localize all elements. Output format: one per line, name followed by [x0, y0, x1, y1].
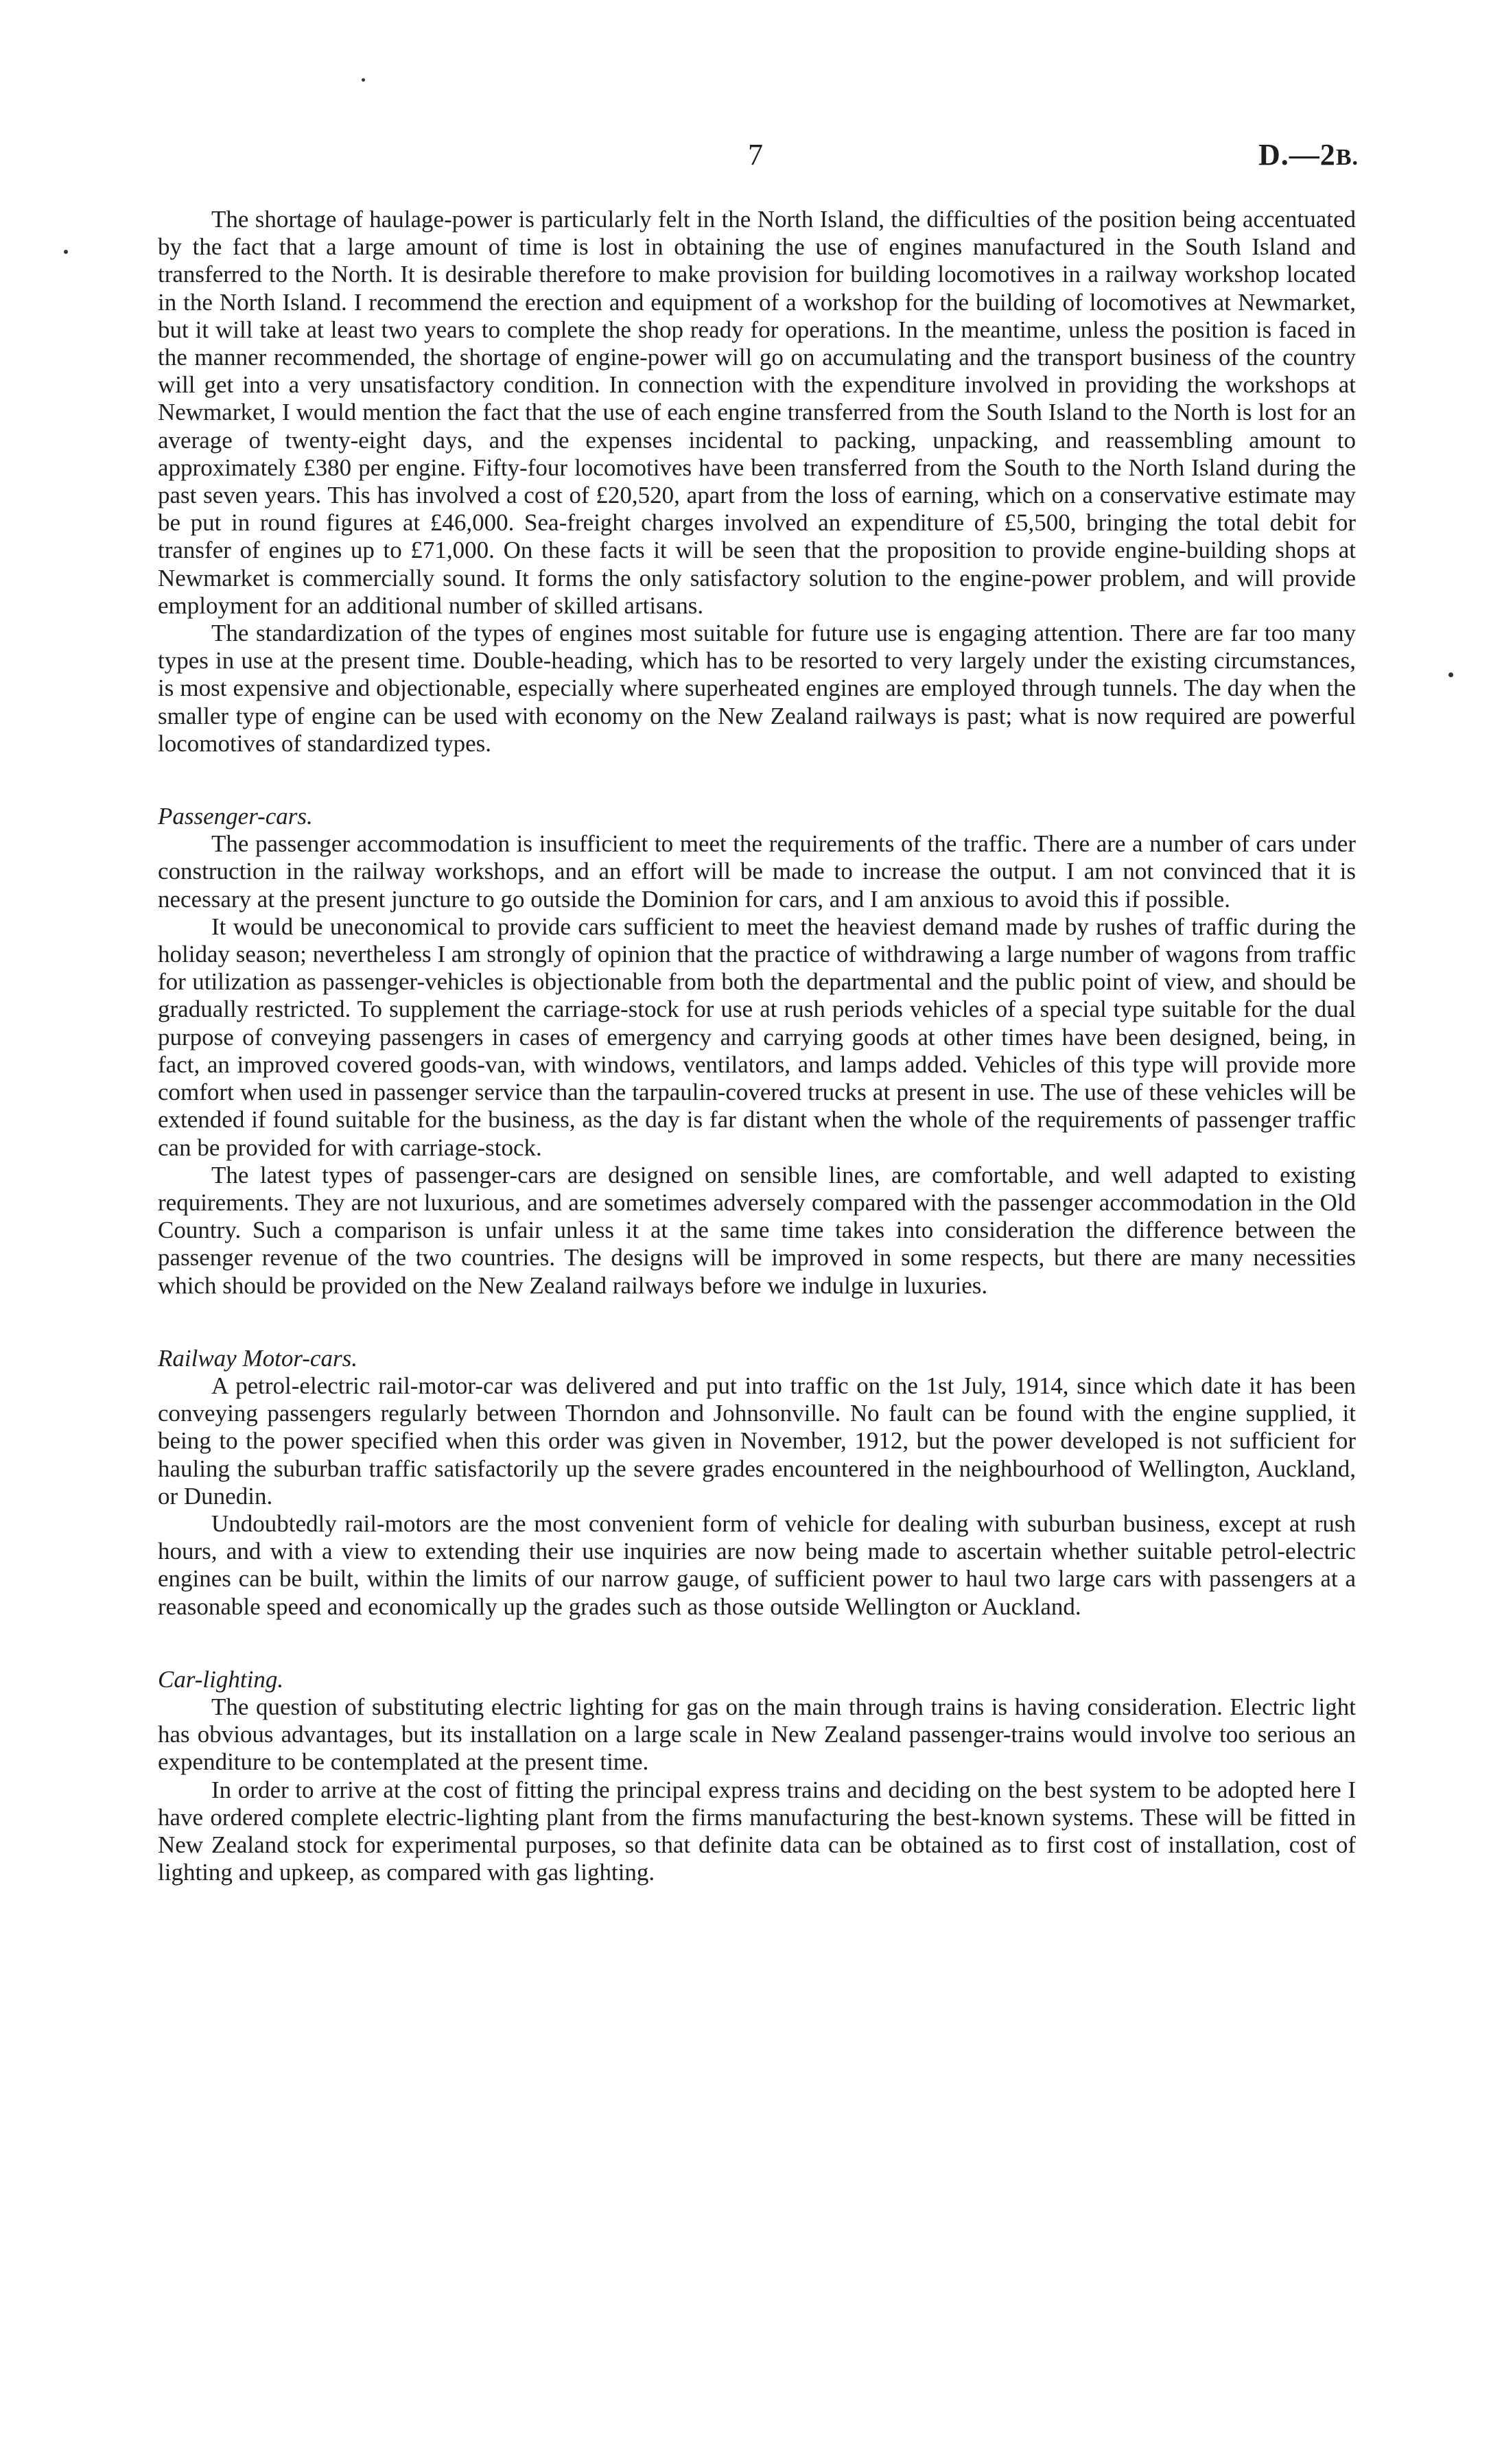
paragraph: The passenger accommodation is insufficient to meet the requirements of the traffic. There are a number of cars under construction in the railway workshops, and an effort will be made to increase the output. I am not convinced that it is necessary at the present juncture to go outside the Dominion for cars, and I am anxious to avoid this if possible.: [158, 830, 1356, 913]
print-speck: [64, 250, 68, 254]
paragraph: The standardization of the types of engines most suitable for future use is engaging attention. There are far too many types in use at the present time. Double-heading, which has to be resorted to very largely under the existing circumstances, is most expensive and objectionable, especially where superheated engines are employed through tunnels. The day when the smaller type of engine can be used with economy on the New Zealand railways is past; what is now required are powerful locomotives of standardized types.: [158, 620, 1356, 757]
section-passenger-cars: [158, 803, 1356, 1300]
section-haulage-power: [158, 206, 1356, 758]
section-railway-motor-cars: [158, 1345, 1356, 1621]
print-speck: [1448, 672, 1453, 677]
document-reference: [1258, 137, 1359, 172]
paragraph: It would be uneconomical to provide cars sufficient to meet the heaviest demand made by rushes of traffic during the holiday season; nevertheless I am strongly of opinion that the practice of withdrawing a large number of wagons from traffic for utilization as passenger-vehicles is objectionable from both the departmental and the public point of view, and should be gradually restricted. To supplement the carriage-stock for use at rush periods vehicles of a special type suitable for the dual purpose of conveying passengers in cases of emergency and carrying goods at other times have been designed, being, in fact, an improved covered goods-van, with windows, ventilators, and lamps added. Vehicles of this type will provide more comfort when used in passenger service than the tarpaulin-covered trucks at present in use. The use of these vehicles will be extended if found suitable for the business, as the day is far distant when the whole of the requirements of passenger traffic can be provided for with carriage-stock.: [158, 913, 1356, 1161]
page-header: [0, 137, 1491, 178]
paragraph: The shortage of haulage-power is particularly felt in the North Island, the difficulties of the position being accentuated by the fact that a large amount of time is lost in obtaining the use of engines manufactured in the South Island and transferred to the North. It is desirable therefore to make provision for building locomotives in a railway workshop located in the North Island. I recommend the erection and equipment of a workshop for the building of locomotives at Newmarket, but it will take at least two years to complete the shop ready for operations. In the meantime, unless the position is faced in the manner recommended, the shortage of engine-power will go on accumulating and the transport business of the country will get into a very unsatisfactory condition. In connection with the expenditure involved in providing the workshops at Newmarket, I would mention the fact that the use of each engine transferred from the South Island to the North is lost for an average of twenty-eight days, and the expenses incidental to packing, unpacking, and reassembling amount to approximately £380 per engine. Fifty-four locomotives have been transferred from the South to the North Island during the past seven years. This has involved a cost of £20,520, apart from the loss of earning, which on a conservative estimate may be put in round figures at £46,000. Sea-freight charges involved an expenditure of £5,500, bringing the total debit for transfer of engines up to £71,000. On these facts it will be seen that the proposition to provide engine-building shops at Newmarket is commercially sound. It forms the only satisfactory solution to the engine-power problem, and will provide employment for an additional number of skilled artisans.: [158, 206, 1356, 619]
section-car-lighting: [158, 1666, 1356, 1887]
document-reference-prefix: D.—2: [1258, 138, 1336, 172]
section-heading: Car-lighting.: [158, 1665, 284, 1693]
paragraph: In order to arrive at the cost of fitting the principal express trains and deciding on the best system to be adopted here I have ordered complete electric-lighting plant from the firms manufacturing the best-known systems. These will be fitted in New Zealand stock for experimental purposes, so that definite data can be obtained as to first cost of installation, cost of lighting and upkeep, as compared with gas lighting.: [158, 1776, 1356, 1886]
paragraph: A petrol-electric rail-motor-car was delivered and put into traffic on the 1st July, 1914, since which date it has been conveying passengers regularly between Thorndon and Johnsonville. No fault can be found with the engine supplied, it being to the power specified when this order was given in November, 1912, but the power developed is not sufficient for hauling the suburban traffic satisfactorily up the severe grades encountered in the neighbourhood of Wellington, Auckland, or Dunedin.: [158, 1372, 1356, 1510]
section-heading: Passenger-cars.: [158, 803, 313, 830]
print-speck: [362, 78, 365, 82]
paragraph: The latest types of passenger-cars are designed on sensible lines, are comfortable, and well adapted to existing requirements. They are not luxurious, and are sometimes adversely compared with the passenger accommodation in the Old Country. Such a comparison is unfair unless it at the same time takes into consideration the difference between the passenger revenue of the two countries. The designs will be improved in some respects, but there are many necessities which should be provided on the New Zealand railways before we indulge in luxuries.: [158, 1161, 1356, 1299]
paragraph: The question of substituting electric lighting for gas on the main through trains is having consideration. Electric light has obvious advantages, but its installation on a large scale in New Zealand passenger-trains would involve too serious an expenditure to be contemplated at the present time.: [158, 1693, 1356, 1776]
section-heading: Railway Motor-cars.: [158, 1344, 357, 1372]
page-number: 7: [748, 138, 763, 172]
paragraph: Undoubtedly rail-motors are the most convenient form of vehicle for dealing with suburban business, except at rush hours, and with a view to extending their use inquiries are now being made to ascertain whether suitable petrol-electric engines can be built, within the limits of our narrow gauge, of sufficient power to haul two large cars with passengers at a reasonable speed and economically up the grades such as those outside Wellington or Auckland.: [158, 1510, 1356, 1620]
document-reference-suffix: B.: [1335, 145, 1359, 170]
body-text: [158, 206, 1356, 1886]
